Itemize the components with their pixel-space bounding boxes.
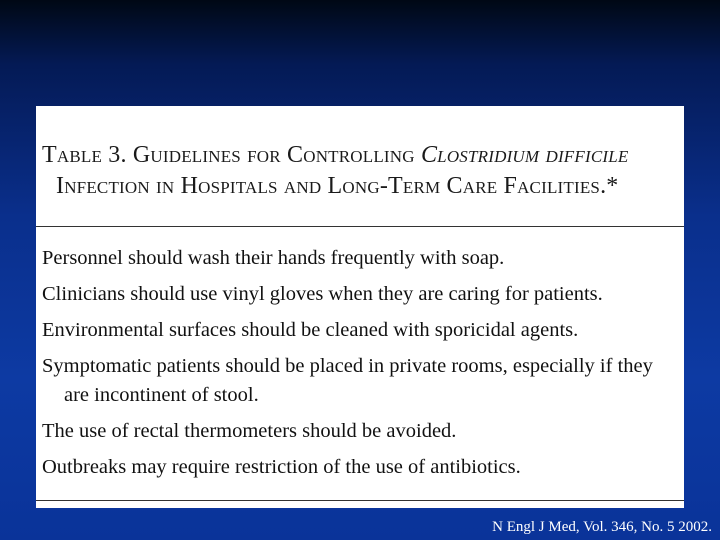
table-panel	[36, 106, 684, 508]
top-rule	[36, 226, 684, 227]
bottom-rule	[36, 500, 684, 501]
guideline-list	[42, 244, 678, 489]
title-line-2: Infection in Hospitals and Long-Term Care Facilities.*	[56, 173, 619, 199]
guideline-item: Symptomatic patients should be placed in private rooms, especially if they are incontinent of stool.	[42, 355, 653, 406]
table-title	[42, 140, 678, 202]
guideline-item: Environmental surfaces should be cleaned with sporicidal agents.	[42, 319, 579, 341]
title-prefix: Table 3. Guidelines for Controlling	[42, 142, 421, 168]
guideline-item: Outbreaks may require restriction of the use of antibiotics.	[42, 456, 521, 478]
citation: N Engl J Med, Vol. 346, No. 5 2002.	[492, 519, 712, 535]
title-organism: Clostridium difficile	[420, 142, 629, 168]
guideline-item: The use of rectal thermometers should be avoided.	[42, 420, 457, 442]
guideline-item: Personnel should wash their hands frequently with soap.	[42, 247, 505, 269]
guideline-item: Clinicians should use vinyl gloves when they are caring for patients.	[42, 283, 603, 305]
